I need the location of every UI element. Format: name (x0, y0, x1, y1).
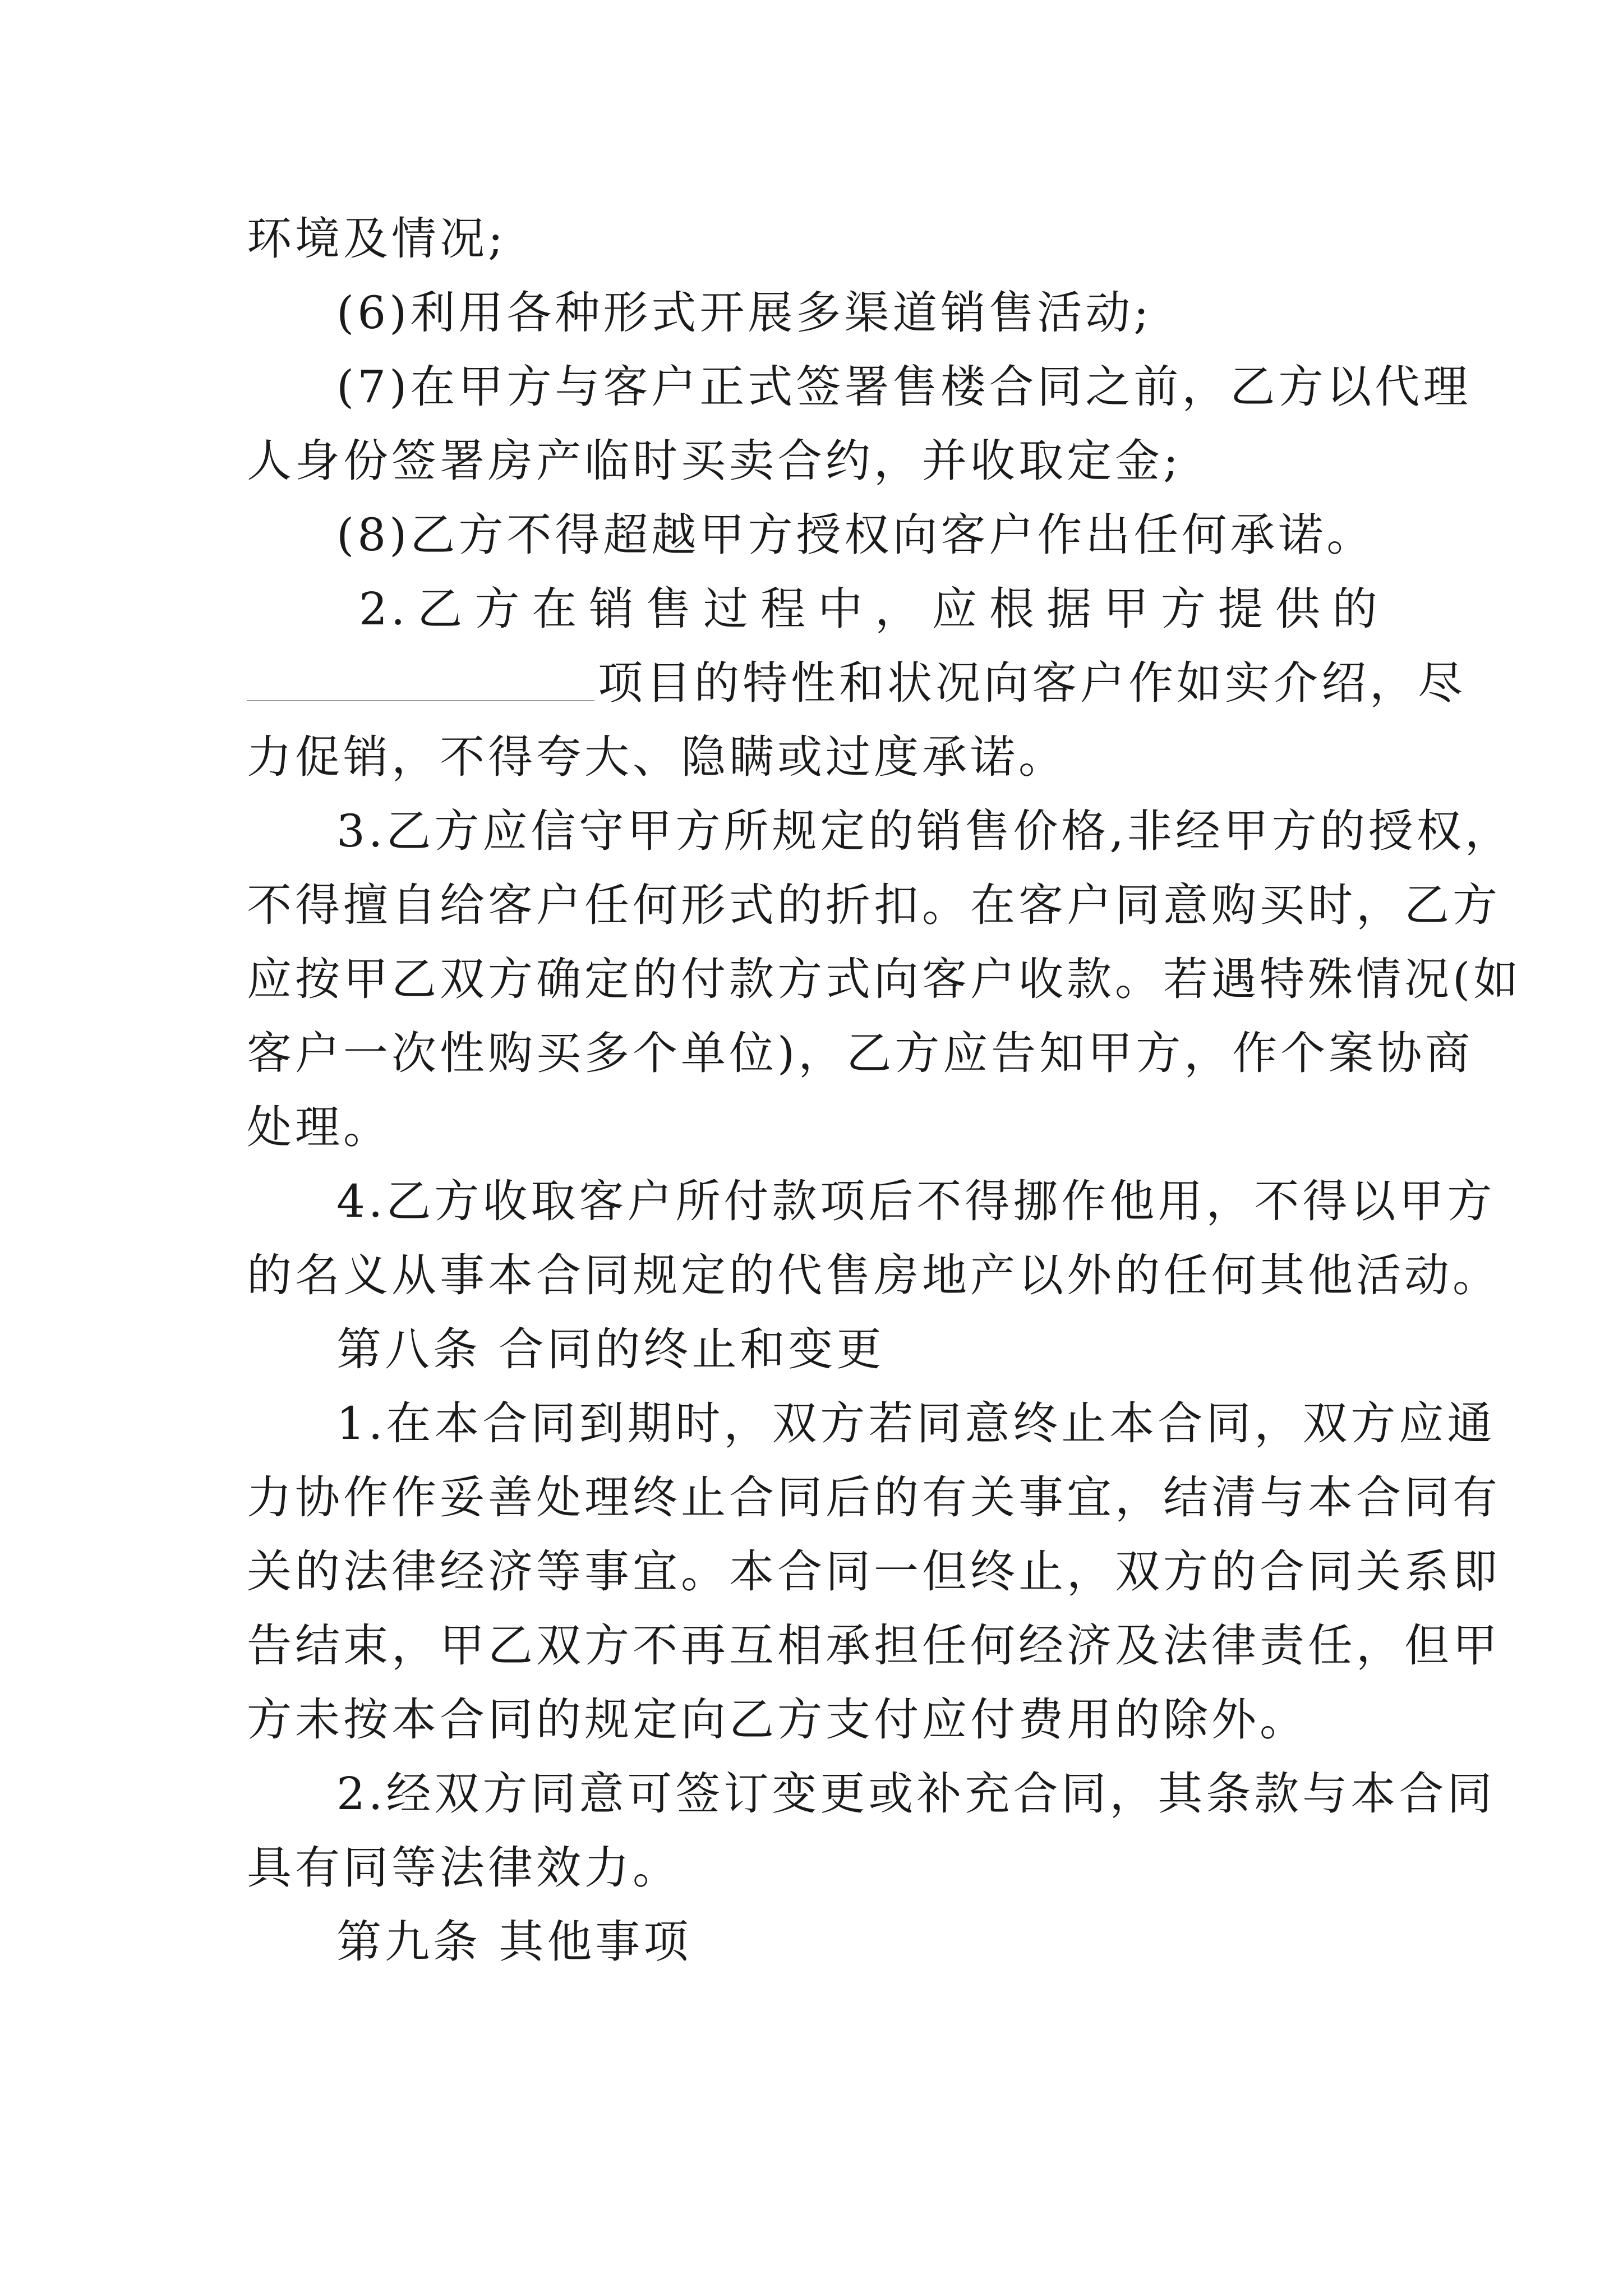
text-line: 环境及情况; (247, 213, 506, 265)
character: 乙 (417, 583, 466, 635)
character: ， (875, 583, 924, 635)
text-line-justified (247, 572, 1381, 646)
text-line: 方未按本合同的规定向乙方支付应付费用的除外。 (247, 1694, 1308, 1746)
character: 方 (1160, 583, 1209, 635)
text-line (247, 646, 1466, 720)
character: 提 (1218, 583, 1266, 635)
text-line: 3.乙方应信守甲方所规定的销售价格,非经甲方的授权， (336, 805, 1513, 857)
text-line: 2.经双方同意可签订变更或补充合同，其条款与本合同 (336, 1768, 1496, 1820)
text-line: (8)乙方不得超越甲方授权向客户作出任何承诺。 (336, 509, 1375, 561)
character: 供 (1275, 583, 1324, 635)
text-line: (6)利用各种形式开展多渠道销售活动; (336, 287, 1152, 339)
text-line: 告结束，甲乙双方不再互相承担任何经济及法律责任，但甲 (247, 1619, 1501, 1672)
text-line: 具有同等法律效力。 (247, 1842, 681, 1894)
character: 销 (589, 583, 638, 635)
character: 应 (932, 583, 981, 635)
text-line: 关的法律经济等事宜。本合同一但终止，双方的合同关系即 (247, 1545, 1501, 1598)
fill-in-blank[interactable] (247, 646, 594, 701)
character: 售 (646, 583, 695, 635)
character: 过 (703, 583, 752, 635)
text-line: 不得擅自给客户任何形式的折扣。在客户同意购买时，乙方 (247, 879, 1501, 931)
text-line: 1.在本合同到期时，双方若同意终止本合同，双方应通 (336, 1397, 1496, 1450)
section-heading: 第八条 合同的终止和变更 (336, 1323, 885, 1375)
text-line-rest: 项目的特性和状况向客户作如实介绍，尽 (598, 657, 1466, 709)
text-line: 的名义从事本合同规定的代售房地产以外的任何其他活动。 (247, 1249, 1501, 1301)
text-line: 应按甲乙双方确定的付款方式向客户收款。若遇特殊情况(如 (247, 953, 1522, 1005)
text-line: 人身份签署房产临时买卖合约，并收取定金; (247, 435, 1182, 487)
section-heading: 第九条 其他事项 (336, 1916, 692, 1968)
text-line: 力协作作妥善处理终止合同后的有关事宜，结清与本合同有 (247, 1471, 1501, 1524)
character: 甲 (1103, 583, 1152, 635)
character: 程 (760, 583, 809, 635)
text-line: 4.乙方收取客户所付款项后不得挪作他用，不得以甲方 (336, 1175, 1496, 1227)
character: 根 (989, 583, 1038, 635)
character: 方 (474, 583, 523, 635)
text-line: 力促销，不得夸大、隐瞒或过度承诺。 (247, 731, 1067, 783)
text-line: 客户一次性购买多个单位)，乙方应告知甲方，作个案协商 (247, 1027, 1474, 1079)
text-line: (7)在甲方与客户正式签署售楼合同之前，乙方以代理 (336, 361, 1472, 413)
character: 据 (1046, 583, 1095, 635)
character: 在 (532, 583, 580, 635)
text-line: 处理。 (247, 1101, 391, 1153)
character: 中 (818, 583, 866, 635)
character: 的 (1332, 583, 1381, 635)
document-body (247, 202, 1522, 1979)
clause-number: 2. (359, 583, 409, 635)
